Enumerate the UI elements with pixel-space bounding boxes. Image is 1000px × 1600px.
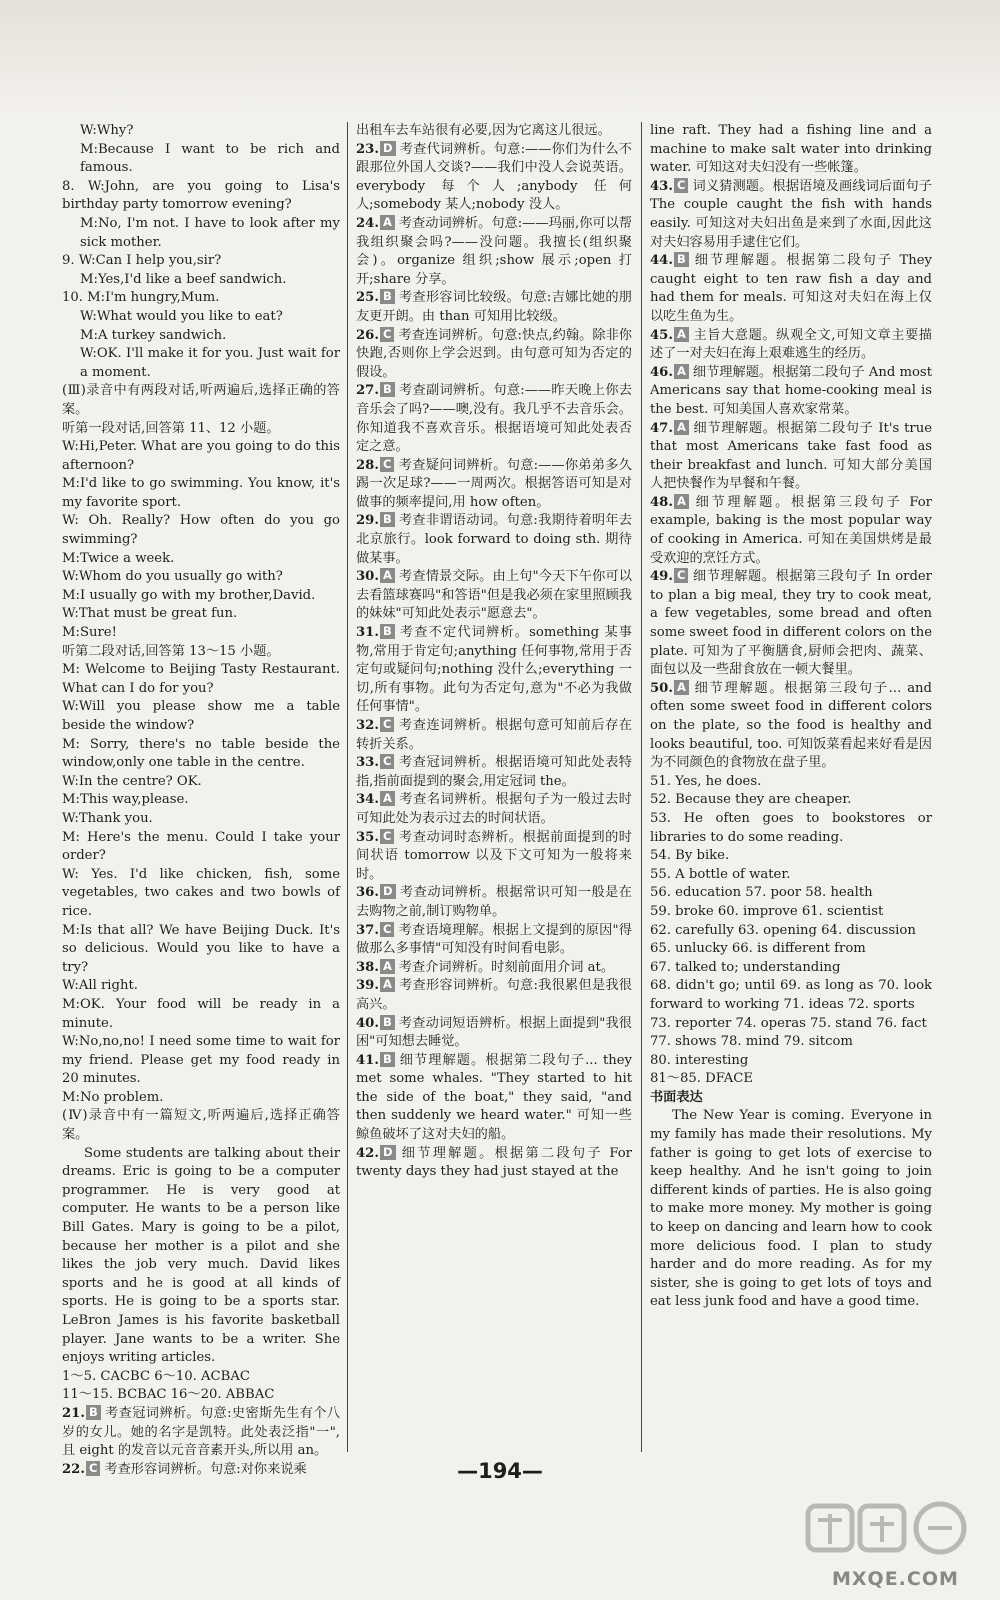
page-number: —194— (457, 1459, 543, 1483)
answer-letter-box: C (86, 1461, 100, 1476)
explanation-text: 考查形容词辨析。句意:对你来说乘 (104, 1461, 307, 1477)
watermark-text: MXQE.COM (832, 1568, 959, 1590)
answer-letter-box: A (380, 568, 395, 583)
answer-letter-box: C (380, 717, 394, 732)
explanation-text: 考查语境理解。根据上文提到的原因"得做那么多事情"可知没有时间看电影。 (356, 922, 632, 957)
col1-line: 听第一段对话,回答第 11、12 小题。 (62, 420, 280, 436)
explanation-text: 考查副词辨析。句意:——昨天晚上你去音乐会了吗?——噢,没有。我几乎不去音乐会。你知道我不喜欢音乐。根据语境可知此处表否定之意。 (356, 383, 632, 455)
question-number: 21. (62, 1405, 85, 1421)
explanation-text: 细节理解题。根据第三段句子 For example, baking is the most popular way of cooking in America. 可知在美国烘烤是最受欢迎的烹饪方式。 (650, 494, 932, 566)
answer-item (356, 754, 632, 791)
page-number-value: 194 (478, 1459, 522, 1483)
explanation-text: 细节理解题。根据第三段句子 In order to plan a big meal, they try to cook meat, a few vegetables, some bread and often some sweet food in different colors on the plate. 可知为了平衡膳食,厨师会把肉、蔬菜、面包以及一些甜食放在一顿大餐里。 (650, 569, 932, 678)
question-number: 49. (650, 569, 673, 585)
explanation-text: 考查动词辨析。句意:——玛丽,你可以帮我组织聚会吗?——没问题。我擅长(组织聚会)。organize 组织;show 展示;open 打开;share 分享。 (356, 215, 632, 287)
answer-letter-box: C (380, 457, 394, 472)
col1-line: W:Whom do you usually go with? (62, 569, 283, 585)
question-number: 35. (356, 829, 379, 845)
question-number: 37. (356, 922, 379, 938)
col1-line: W: Oh. Really? How often do you go swimming? (62, 513, 340, 548)
answer-letter-box: D (380, 1145, 396, 1160)
explanation-text: 考查代词辨析。句意:——你们为什么不跟那位外国人交谈?——我们中没人会说英语。everybody 每个人;anybody 任何人;somebody 某人;nobody 没人。 (356, 141, 632, 213)
col3_lines-line: 81～85. DFACE (650, 1071, 753, 1087)
question-number: 36. (356, 885, 379, 901)
col1-line: M:Sure! (62, 625, 117, 641)
question-number: 25. (356, 290, 379, 306)
continued-text: 出租车去车站很有必要,因为它离这儿很远。 (356, 123, 611, 138)
col3_lines-line: 55. A bottle of water. (650, 866, 791, 882)
column-divider (641, 122, 642, 1452)
answer-item (356, 215, 632, 289)
answer-item (356, 624, 632, 717)
explanation-text: 细节理解题。根据第二段句子 For twenty days they had just stayed at the (356, 1145, 632, 1180)
question-number: 26. (356, 327, 379, 343)
question-number: 24. (356, 215, 379, 231)
col1-line: W:Why? (80, 123, 134, 138)
col1-line: M:OK. Your food will be ready in a minute. (62, 996, 340, 1031)
col1-line: M:No problem. (62, 1089, 164, 1105)
col1-line: 听第二段对话,回答第 13～15 小题。 (62, 643, 280, 659)
answer-letter-box: B (380, 512, 395, 527)
answer-item (356, 922, 632, 959)
answer-item (356, 959, 632, 978)
explanation-text: 考查连词辨析。根据句意可知前后存在转折关系。 (356, 718, 632, 752)
explanation-text: 考查冠词辨析。根据语境可知此处表特指,指前面提到的聚会,用定冠词 the。 (356, 755, 632, 789)
answer-letter-box: B (674, 252, 689, 267)
explanation-text: 细节理解题。根据第二段句子... they met some whales. "They started to hit the side of the boat," they said, "and then suddenly we heard water." 可知一些鲸鱼破坏了这对夫妇的船。 (356, 1052, 632, 1143)
answer-letter-box: B (86, 1405, 101, 1420)
col3_lines-line: 80. interesting (650, 1052, 749, 1068)
col3_lines-line: 52. Because they are cheaper. (650, 792, 852, 808)
col1-line: W:OK. I'll make it for you. Just wait for a moment. (80, 346, 340, 380)
answer-item (356, 141, 632, 215)
col3_lines-line: 77. shows 78. mind 79. sitcom (650, 1034, 853, 1050)
column-middle (356, 122, 632, 1182)
question-number: 41. (356, 1052, 379, 1068)
answer-item (356, 327, 632, 383)
explanation-text: 考查名词辨析。根据句子为一般过去时可知此处为表示过去的时间状语。 (356, 792, 632, 826)
question-number: 28. (356, 457, 379, 473)
col3_lines-line: 51. Yes, he does. (650, 773, 762, 789)
answer-item (650, 178, 932, 252)
answer-letter-box: A (380, 959, 395, 974)
explanation-text: 考查动词时态辨析。根据前面提到的时间状语 tomorrow 以及下文可知为一般将来时。 (356, 829, 632, 882)
explanation-text: 考查不定代词辨析。something 某事物,常用于肯定句;anything 任何事物,常用于否定句或疑问句;nothing 没什么;everything 一切,所有事物。此句为否定句,意为"不必为我做任何事情"。 (356, 625, 632, 715)
col1-line: (Ⅳ)录音中有一篇短文,听两遍后,选择正确答案。 (62, 1108, 340, 1143)
question-number: 42. (356, 1145, 379, 1161)
question-number: 33. (356, 755, 379, 771)
question-number: 39. (356, 978, 379, 994)
col1-line: M:I usually go with my brother,David. (62, 587, 316, 603)
answer-item (356, 1052, 632, 1145)
column-left (62, 122, 340, 1479)
col1-line: 8. W:John, are you going to Lisa's birthday party tomorrow evening? (62, 178, 340, 213)
answer-letter-box: A (380, 791, 395, 806)
explanation-text: 考查介词辨析。时刻前面用介词 at。 (398, 959, 615, 975)
answer-item (650, 680, 932, 773)
question-number: 31. (356, 625, 379, 641)
col1-line: 11～15. BCBAC 16～20. ABBAC (62, 1387, 275, 1403)
answer-letter-box: A (674, 420, 689, 435)
col3_lines-line: 53. He often goes to bookstores or libraries to do some reading. (650, 810, 932, 845)
col1-line: W:That must be great fun. (62, 606, 238, 622)
question-number: 29. (356, 513, 379, 529)
answer-item (650, 568, 932, 680)
col1-line: M:Twice a week. (62, 550, 175, 566)
col3_lines-line: 54. By bike. (650, 848, 730, 864)
question-number: 38. (356, 959, 379, 975)
col3_lines-line: 59. broke 60. improve 61. scientist (650, 903, 884, 919)
explanation-text: 考查情景交际。由上句"今天下午你可以去看篮球赛吗"和答语"但是我必须在家里照顾我的妹妹"可知此处表示"愿意去"。 (356, 569, 632, 622)
answer-item (356, 1015, 632, 1052)
answer-item (62, 1461, 340, 1480)
answer-item (356, 382, 632, 456)
col1-line: W: Yes. I'd like chicken, fish, some vegetables, two cakes and two bowls of rice. (62, 866, 340, 919)
answer-item (650, 364, 932, 420)
answer-item (356, 977, 632, 1014)
col3_lines-line: 65. unlucky 66. is different from (650, 941, 866, 957)
question-number: 27. (356, 383, 379, 399)
answer-item (356, 791, 632, 828)
answer-item (650, 420, 932, 494)
column-right (650, 122, 932, 1312)
question-number: 34. (356, 792, 379, 808)
explanation-text: 细节理解题。根据第三段句子... and often some sweet food in different colors on the plate, so the food is healthy and looks beautiful, too. 可知饭菜看起来好看是因为不同颜色的食物放在盘子里。 (650, 680, 932, 771)
answer-letter-box: A (674, 364, 689, 379)
question-number: 47. (650, 420, 673, 436)
col1-line: M:I'd like to go swimming. You know, it's my favorite sport. (62, 476, 340, 510)
answer-item (356, 568, 632, 624)
col1-line: 10. M:I'm hungry,Mum. (62, 290, 220, 306)
col1-line: Some students are talking about their dreams. Eric is going to be a computer programmer. He is very good at computer. He wants to be a person like Bill Gates. Mary is going to be a pilot, because her mother is a pilot and she likes the job very much. David likes sports and he is good at all kinds of sports. He is going to be a sports star. LeBron James is his favorite basketball player. Jane wants to be a writer. She enjoys writing articles. (62, 1145, 340, 1366)
answer-letter-box: A (674, 327, 689, 342)
explanation-text: 细节理解题。根据第二段句子 And most Americans say that home-cooking meal is the best. 可知美国人喜欢家常菜。 (650, 364, 932, 417)
answer-letter-box: B (380, 624, 395, 639)
question-number: 43. (650, 178, 673, 194)
explanation-text: 考查疑问词辨析。句意:——你弟弟多久踢一次足球?——一周两次。根据答语可知是对做事的频率提问,用 how often。 (356, 457, 632, 510)
col1-line: M:Yes,I'd like a beef sandwich. (80, 271, 287, 287)
explanation-text: 考查形容词辨析。句意:我很累但是我很高兴。 (356, 978, 632, 1012)
answer-item (650, 327, 932, 364)
col3_lines-line: 73. reporter 74. operas 75. stand 76. fact (650, 1015, 927, 1031)
col1-line: W:Thank you. (62, 810, 153, 826)
col1-line: M: Here's the menu. Could I take your order? (62, 829, 340, 864)
question-number: 48. (650, 494, 673, 510)
answer-letter-box: A (380, 215, 395, 230)
answer-letter-box: A (674, 494, 689, 509)
col3_lines-line: 56. education 57. poor 58. health (650, 885, 873, 901)
explanation-text: 细节理解题。根据第二段句子 They caught eight to ten raw fish a day and had them for meals. 可知这对夫妇在海上仅以吃生鱼为生。 (650, 253, 932, 324)
question-number: 45. (650, 327, 673, 343)
explanation-text: 考查冠词辨析。句意:史密斯先生有个八岁的女儿。她的名字是凯特。此处表泛指"一",且 eight 的发音以元音音素开头,所以用 an。 (62, 1405, 340, 1459)
col1-line: M:No, I'm not. I have to look after my sick mother. (80, 215, 340, 250)
explanation-text: 考查连词辨析。句意:快点,约翰。除非你快跑,否则你上学会迟到。由句意可知为否定的假设。 (356, 327, 632, 380)
answer-item (356, 829, 632, 885)
col1-line: W:In the centre? OK. (62, 773, 202, 789)
col1-line: 1～5. CACBC 6～10. ACBAC (62, 1368, 250, 1384)
explanation-text: 主旨大意题。纵观全文,可知文章主要描述了一对夫妇在海上艰难逃生的经历。 (650, 327, 932, 362)
col1-line: W:Will you please show me a table beside the window? (62, 699, 340, 733)
question-number: 23. (356, 141, 379, 157)
answer-letter-box: B (380, 1052, 395, 1067)
question-number: 30. (356, 569, 379, 585)
explanation-text: 考查形容词比较级。句意:吉娜比她的朋友更开朗。由 than 可知用比较级。 (356, 290, 632, 324)
answer-item (356, 289, 632, 326)
col3_lines-line: 67. talked to; understanding (650, 959, 841, 975)
question-number: 32. (356, 718, 379, 733)
col1-line: W:All right. (62, 978, 138, 994)
col3_lines-line: 书面表达 (650, 1089, 703, 1105)
answer-letter-box: C (380, 829, 394, 844)
explanation-text: 考查动词辨析。根据常识可知一般是在去购物之前,制订购物单。 (356, 885, 632, 919)
answer-letter-box: A (380, 977, 395, 992)
answer-letter-box: B (380, 289, 395, 304)
question-number: 22. (62, 1461, 85, 1477)
answer-item (650, 494, 932, 568)
answer-letter-box: A (674, 680, 689, 695)
col1-line: W:Hi,Peter. What are you going to do this afternoon? (62, 439, 340, 473)
col3_lines-line: 62. carefully 63. opening 64. discussion (650, 922, 916, 938)
answer-letter-box: C (674, 568, 688, 583)
col1-line: M: Sorry, there's no table beside the window,only one table in the centre. (62, 736, 340, 771)
explanation-text: 细节理解题。根据第二段句子 It's true that most Americans take fast food as their breakfast and lunch. 可知大部分美国人把快餐作为早餐和午餐。 (650, 420, 932, 492)
col1-line: (Ⅲ)录音中有两段对话,听两遍后,选择正确的答案。 (62, 383, 340, 417)
answer-item (356, 884, 632, 921)
col1-line: 9. W:Can I help you,sir? (62, 253, 222, 269)
col3_lines-line: 68. didn't go; until 69. as long as 70. look forward to working 71. ideas 72. sports (650, 978, 932, 1012)
col1-line: W:What would you like to eat? (80, 308, 283, 324)
answer-item (650, 252, 932, 326)
answer-letter-box: D (380, 884, 396, 899)
answer-item (356, 1145, 632, 1182)
question-number: 50. (650, 680, 673, 696)
col3_lines-line: The New Year is coming. Everyone in my family has made their resolutions. My father is going to get lots of exercise to keep healthy. And he isn't going to join different kinds of parties. He is also going to make more money. My mother is going to keep on dancing and learn how to cook more delicious food. I plan to study harder and do more reading. As for my sister, she is going to get lots of toys and eat less junk food and have a good time. (650, 1108, 932, 1310)
answer-letter-box: B (380, 382, 395, 397)
answer-letter-box: D (380, 141, 396, 156)
col1-line: W:No,no,no! I need some time to wait for my friend. Please get my food ready in 20 minutes. (62, 1034, 340, 1087)
col1-line: M:A turkey sandwich. (80, 327, 227, 343)
answer-item (356, 512, 632, 568)
answer-letter-box: C (380, 327, 394, 342)
question-number: 46. (650, 364, 673, 380)
explanation-text: 词义猜测题。根据语境及画线词后面句子 The couple caught the fish with hands easily. 可知这对夫妇出鱼是来到了水面,因此这对夫妇容易用手逮住它们。 (650, 178, 932, 250)
col1-line: M:Is that all? We have Beijing Duck. It's so delicious. Would you like to have a try? (62, 922, 340, 975)
explanation-text: 考查动词短语辨析。根据上面提到"我很困"可知想去睡觉。 (356, 1015, 632, 1050)
question-number: 44. (650, 253, 673, 269)
answer-letter-box: B (380, 1015, 395, 1030)
answer-item (356, 457, 632, 513)
answer-item (356, 717, 632, 754)
question-number: 40. (356, 1015, 379, 1031)
explanation-text: 考查非谓语动词。句意:我期待着明年去北京旅行。look forward to doing sth. 期待做某事。 (356, 513, 632, 566)
column-divider (347, 122, 348, 1452)
answer-item (62, 1405, 340, 1461)
continued-text: line raft. They had a fishing line and a machine to make salt water into drinking water. 可知这对夫妇没有一些帐篷。 (650, 123, 932, 176)
answer-letter-box: C (674, 178, 688, 193)
col1-line: M:Because I want to be rich and famous. (80, 141, 340, 176)
col1-line: M: Welcome to Beijing Tasty Restaurant. What can I do for you? (62, 662, 340, 696)
col1-line: M:This way,please. (62, 792, 189, 808)
answer-letter-box: C (380, 754, 394, 769)
top-scan-band (0, 0, 1000, 110)
answer-letter-box: C (380, 922, 394, 937)
